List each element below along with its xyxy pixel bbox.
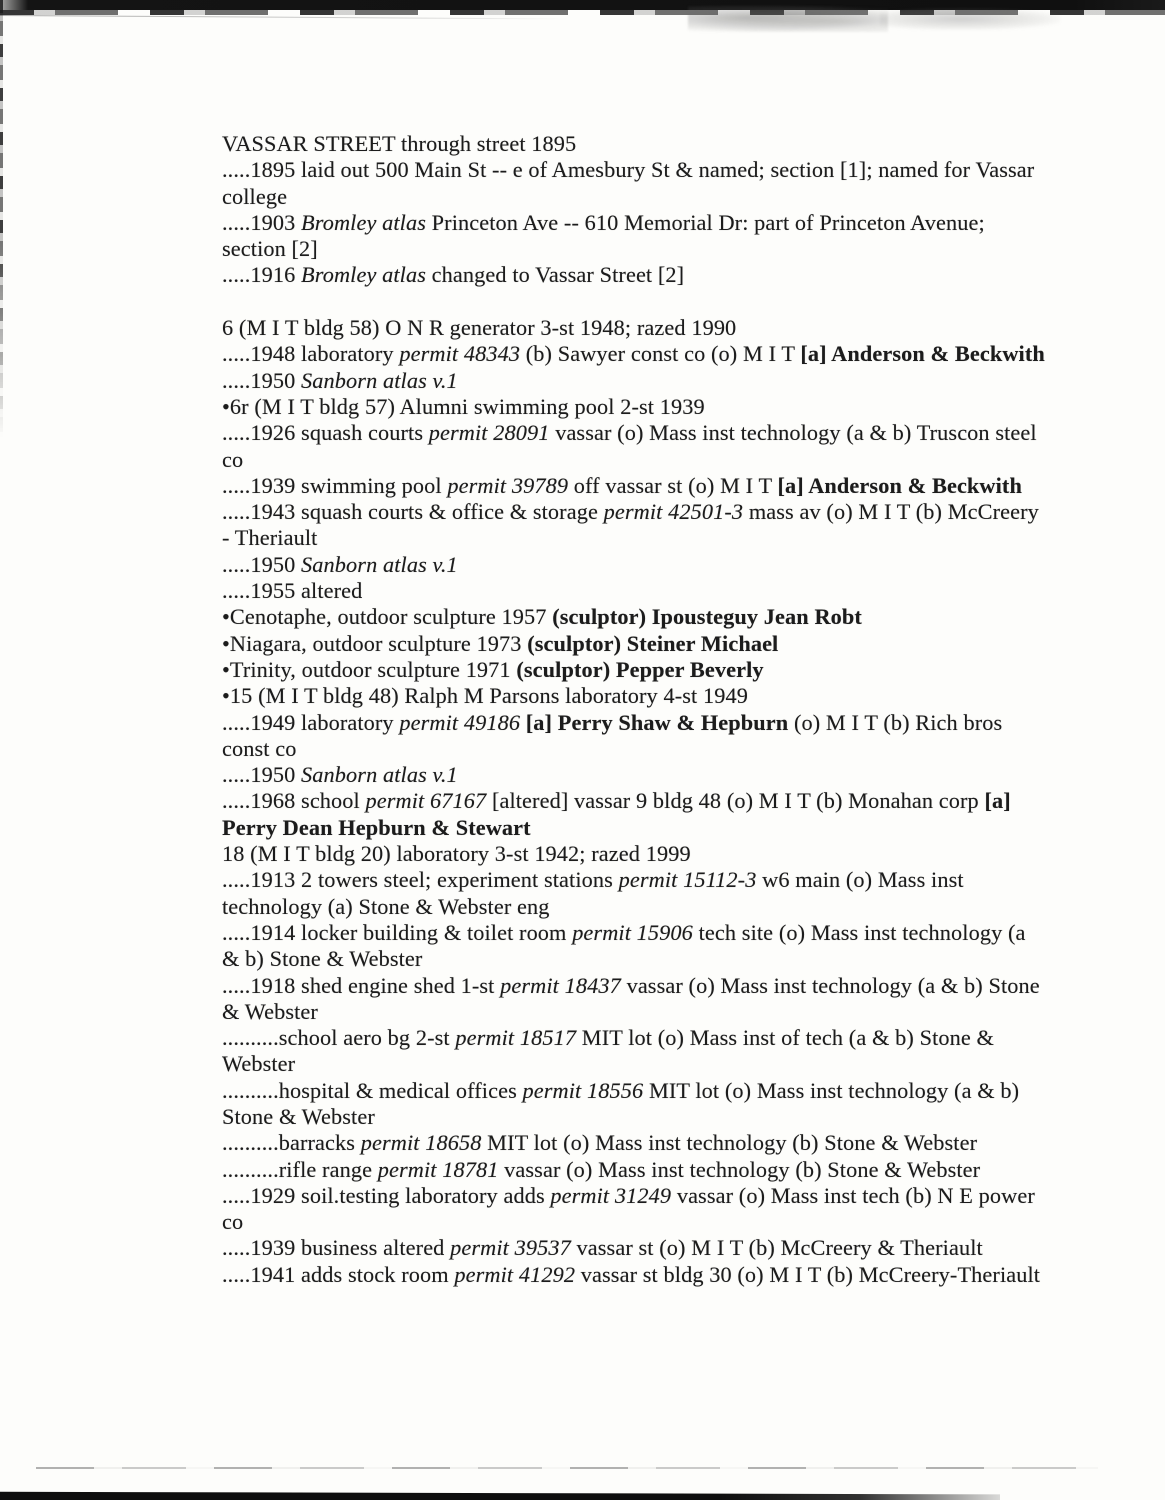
italic-run: permit 18781 bbox=[377, 1156, 499, 1182]
italic-run: Bromley atlas bbox=[301, 262, 426, 288]
document-text bbox=[222, 131, 1046, 1288]
entry-1916-bromley bbox=[222, 262, 1046, 288]
text-run: MIT lot (o) Mass inst of tech (a & b) Stone & Webster bbox=[222, 1025, 994, 1077]
entry-1895-laid-out bbox=[222, 157, 1046, 210]
building-18-heading bbox=[222, 841, 1046, 867]
italic-run: permit 39789 bbox=[447, 472, 569, 498]
blank-line bbox=[222, 289, 1046, 315]
scan-hairline bbox=[0, 15, 570, 19]
text-run: changed to Vassar Street [2] bbox=[426, 262, 685, 288]
sculpture-niagara bbox=[222, 631, 1046, 657]
text-run: (o) M I T (b) Rich bros const co bbox=[222, 709, 1003, 761]
text-run: .....1943 squash courts & office & storage bbox=[222, 499, 604, 525]
text-run: •Trinity, outdoor sculpture 1971 bbox=[222, 656, 517, 682]
entry-1926-squash bbox=[222, 420, 1046, 473]
entry-1941-stock-room bbox=[222, 1262, 1046, 1288]
text-run: .....1914 locker building & toilet room bbox=[222, 919, 573, 945]
text-run: .....1903 bbox=[222, 209, 302, 235]
text-run: .....1939 business altered bbox=[222, 1235, 451, 1261]
italic-run: permit 28091 bbox=[428, 420, 550, 446]
entry-school-aero bbox=[222, 1025, 1046, 1078]
text-run: •15 (M I T bldg 48) Ralph M Parsons laboratory 4-st 1949 bbox=[222, 683, 748, 709]
text-run: ..........rifle range bbox=[222, 1156, 378, 1182]
italic-run: permit 41292 bbox=[454, 1261, 576, 1287]
text-run: VASSAR STREET through street 1895 bbox=[222, 131, 577, 156]
text-run: (b) Sawyer const co (o) M I T bbox=[520, 341, 801, 367]
bold-run: [a] Anderson & Beckwith bbox=[800, 341, 1045, 367]
entry-1955-altered bbox=[222, 578, 1046, 604]
text-run: 18 (M I T bldg 20) laboratory 3-st 1942; razed 1999 bbox=[222, 841, 691, 867]
text-run: [altered] vassar 9 bldg 48 (o) M I T (b) Monahan corp bbox=[486, 788, 985, 814]
bold-run: (sculptor) Pepper Beverly bbox=[516, 656, 764, 682]
text-run: .....1941 adds stock room bbox=[222, 1261, 455, 1287]
sculpture-cenotaphe bbox=[222, 604, 1046, 630]
text-run: mass av (o) M I T (b) McCreery - Theriault bbox=[222, 499, 1039, 551]
entry-1914-locker bbox=[222, 920, 1046, 973]
italic-run: permit 15112-3 bbox=[618, 867, 757, 893]
entry-1918-shed bbox=[222, 973, 1046, 1026]
italic-run: Sanborn atlas v.1 bbox=[301, 367, 458, 393]
entry-1950-sanborn bbox=[222, 368, 1046, 394]
building-6-heading bbox=[222, 315, 1046, 341]
entry-1968-school bbox=[222, 788, 1046, 841]
text-run: .....1929 soil.testing laboratory adds bbox=[222, 1182, 551, 1208]
italic-run: permit 18556 bbox=[522, 1077, 644, 1103]
entry-1950-sanborn-3 bbox=[222, 762, 1046, 788]
italic-run: permit 18658 bbox=[360, 1130, 482, 1156]
entry-barracks bbox=[222, 1130, 1046, 1156]
text-run: .....1955 altered bbox=[222, 578, 363, 604]
entry-1949-laboratory bbox=[222, 710, 1046, 763]
text-run: ..........school aero bg 2-st bbox=[222, 1025, 456, 1051]
bold-run: [a] Anderson & Beckwith bbox=[777, 472, 1022, 498]
italic-run: permit 42501-3 bbox=[603, 499, 744, 525]
italic-run: permit 49186 bbox=[399, 709, 521, 735]
text-run: •6r (M I T bldg 57) Alumni swimming pool 2-st 1939 bbox=[222, 393, 705, 419]
bottom-scanner-bar bbox=[0, 1491, 1000, 1500]
bold-run: [a] Perry Dean Hepburn & Stewart bbox=[222, 788, 1011, 840]
text-run: •Cenotaphe, outdoor sculpture 1957 bbox=[222, 604, 553, 630]
italic-run: permit 18437 bbox=[500, 972, 621, 998]
italic-run: permit 67167 bbox=[365, 788, 487, 814]
entry-hospital bbox=[222, 1078, 1046, 1131]
text-run: .....1926 squash courts bbox=[222, 420, 429, 446]
bold-run: (sculptor) Steiner Michael bbox=[527, 630, 779, 656]
bottom-faint-rule bbox=[36, 1467, 1098, 1469]
italic-run: permit 18517 bbox=[455, 1025, 577, 1051]
left-edge-scan-marks bbox=[0, 0, 3, 440]
entry-1903-bromley bbox=[222, 210, 1046, 263]
scan-smudge bbox=[880, 8, 1060, 30]
italic-run: Sanborn atlas v.1 bbox=[301, 551, 458, 577]
entry-1939-business bbox=[222, 1235, 1046, 1261]
text-run: MIT lot (o) Mass inst technology (a & b) Stone & Webster bbox=[222, 1077, 1020, 1129]
entry-1943-squash bbox=[222, 499, 1046, 552]
sculpture-trinity bbox=[222, 657, 1046, 683]
text-run: tech site (o) Mass inst technology (a & b) Stone & Webster bbox=[222, 919, 1026, 972]
text-run: .....1950 bbox=[222, 551, 302, 577]
entry-1948-laboratory bbox=[222, 341, 1046, 367]
italic-run: permit 15906 bbox=[572, 919, 693, 945]
text-run: ..........hospital & medical offices bbox=[222, 1077, 523, 1103]
entry-1913-towers bbox=[222, 867, 1046, 920]
text-run: Princeton Ave -- 610 Memorial Dr: part of Princeton Avenue; section [2] bbox=[222, 209, 985, 262]
text-run: w6 main (o) Mass inst technology (a) Stone & Webster eng bbox=[222, 867, 964, 919]
text-run: .....1948 laboratory bbox=[222, 341, 400, 367]
text-run: .....1895 laid out 500 Main St -- e of Amesbury St & named; section [1]; named for Vassar college bbox=[222, 157, 1035, 209]
entry-1950-sanborn-2 bbox=[222, 552, 1046, 578]
text-run: .....1949 laboratory bbox=[222, 709, 400, 735]
text-run: vassar (o) Mass inst technology (b) Stone & Webster bbox=[498, 1156, 981, 1182]
bold-run: (sculptor) Ipousteguy Jean Robt bbox=[552, 604, 862, 630]
text-run: 6 (M I T bldg 58) O N R generator 3-st 1948; razed 1990 bbox=[222, 315, 737, 341]
entry-1929-soil bbox=[222, 1183, 1046, 1236]
text-run: •Niagara, outdoor sculpture 1973 bbox=[222, 630, 528, 656]
street-heading bbox=[222, 131, 1046, 157]
entry-rifle-range bbox=[222, 1157, 1046, 1183]
text-run: .....1968 school bbox=[222, 788, 366, 814]
text-run: .....1939 swimming pool bbox=[222, 472, 448, 498]
text-run: .....1918 shed engine shed 1-st bbox=[222, 972, 501, 998]
text-run: MIT lot (o) Mass inst technology (b) Stone & Webster bbox=[481, 1130, 978, 1156]
italic-run: permit 31249 bbox=[550, 1182, 672, 1208]
entry-1939-pool bbox=[222, 473, 1046, 499]
text-run: ..........barracks bbox=[222, 1130, 361, 1156]
building-6r-heading bbox=[222, 394, 1046, 420]
bold-run: [a] Perry Shaw & Hepburn bbox=[525, 709, 789, 735]
italic-run: permit 48343 bbox=[399, 341, 521, 367]
text-run: off vassar st (o) M I T bbox=[568, 472, 778, 498]
text-run: .....1913 2 towers steel; experiment stations bbox=[222, 867, 619, 893]
scan-smudge bbox=[688, 6, 888, 32]
text-run: .....1916 bbox=[222, 262, 302, 288]
text-run: vassar (o) Mass inst technology (a & b) Stone & Webster bbox=[222, 972, 1040, 1024]
text-run: vassar (o) Mass inst tech (b) N E power co bbox=[222, 1182, 1035, 1235]
text-run: .....1950 bbox=[222, 367, 302, 393]
text-run: vassar (o) Mass inst technology (a & b) Truscon steel co bbox=[222, 420, 1037, 472]
italic-run: Sanborn atlas v.1 bbox=[301, 762, 458, 788]
italic-run: permit 39537 bbox=[450, 1235, 571, 1261]
text-run: vassar st (o) M I T (b) McCreery & Theriault bbox=[570, 1235, 983, 1261]
italic-run: Bromley atlas bbox=[301, 209, 426, 235]
text-run: vassar st bldg 30 (o) M I T (b) McCreery-Theriault bbox=[575, 1261, 1041, 1287]
text-run: .....1950 bbox=[222, 762, 302, 788]
building-15-heading bbox=[222, 683, 1046, 709]
